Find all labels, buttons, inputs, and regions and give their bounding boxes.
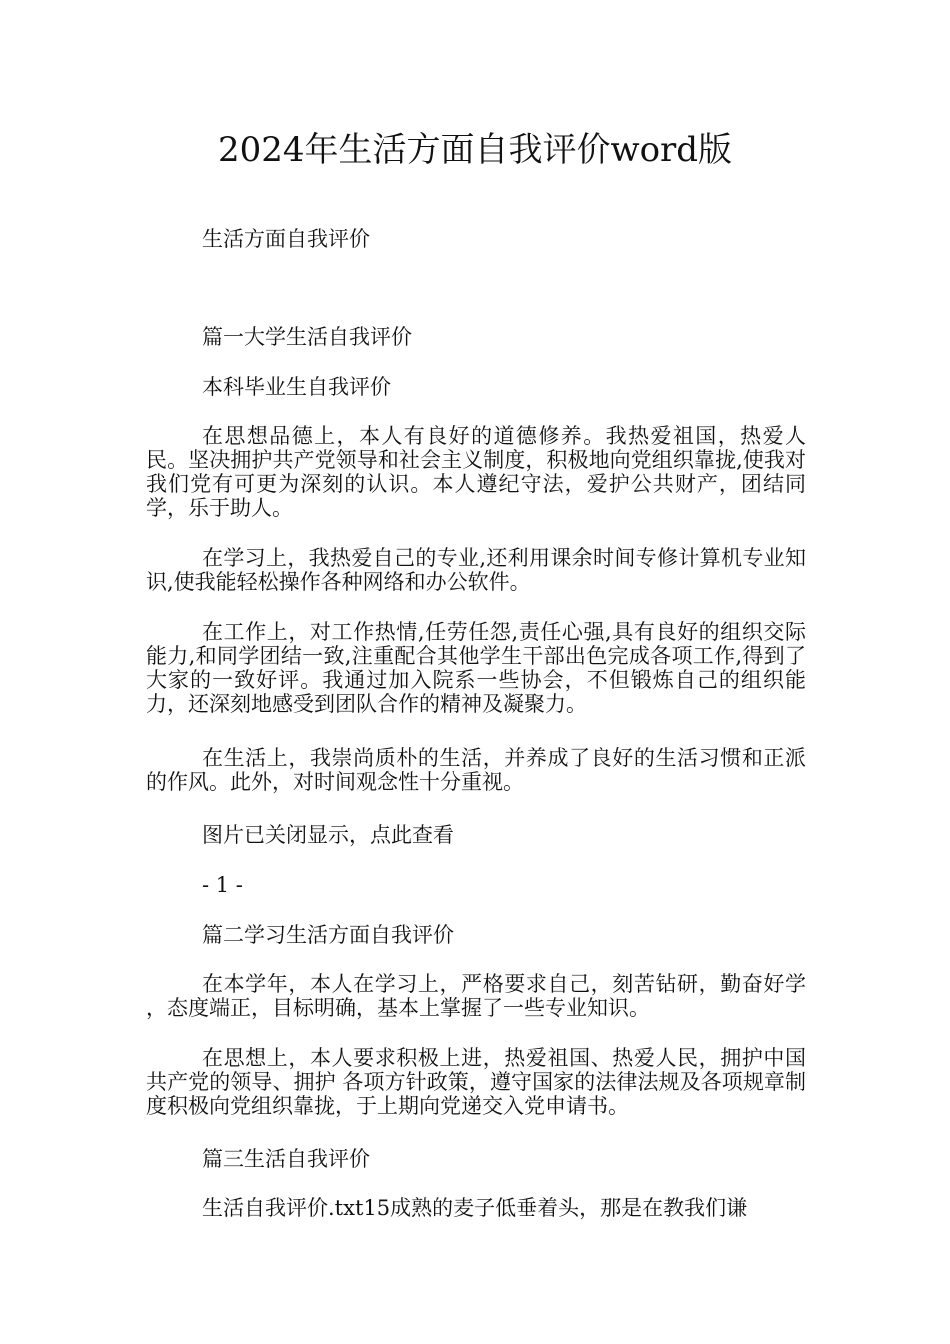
section1-paragraph-4: 在生活上，我崇尚质朴的生活，并养成了良好的生活习惯和正派的作风。此外，对时间观念性十分重视。 bbox=[146, 746, 806, 794]
page-number: - 1 - bbox=[202, 873, 243, 897]
section1-paragraph-3: 在工作上，对工作热情,任劳任怨,责任心强,具有良好的组织交际能力,和同学团结一致,注重配合其他学生干部出色完成各项工作,得到了大家的一致好评。我通过加入院系一些协会，不但锻炼自己的组织能力，还深刻地感受到团队合作的精神及凝聚力。 bbox=[146, 620, 806, 716]
image-placeholder-link[interactable]: 图片已关闭显示，点此查看 bbox=[202, 823, 454, 847]
section1-subheading: 本科毕业生自我评价 bbox=[202, 375, 391, 399]
section1-paragraph-2: 在学习上，我热爱自己的专业,还利用课余时间专修计算机专业知识,使我能轻松操作各种网络和办公软件。 bbox=[146, 546, 806, 594]
section1-paragraph-1: 在思想品德上，本人有良好的道德修养。我热爱祖国，热爱人民。坚决拥护共产党领导和社会主义制度，积极地向党组织靠拢,使我对我们党有可更为深刻的认识。本人遵纪守法，爱护公共财产，团结同学，乐于助人。 bbox=[146, 424, 806, 520]
section2-heading: 篇二学习生活方面自我评价 bbox=[202, 923, 454, 947]
document-subtitle: 生活方面自我评价 bbox=[202, 227, 370, 251]
section3-heading: 篇三生活自我评价 bbox=[202, 1147, 370, 1171]
section2-paragraph-1: 在本学年，本人在学习上，严格要求自己，刻苦钻研，勤奋好学 ，态度端正，目标明确，基本上掌握了一些专业知识。 bbox=[146, 972, 806, 1020]
section3-paragraph: 生活自我评价.txt15成熟的麦子低垂着头，那是在教我们谦 bbox=[202, 1196, 748, 1220]
document-title: 2024年生活方面自我评价word版 bbox=[217, 130, 733, 170]
section1-heading: 篇一大学生活自我评价 bbox=[202, 325, 412, 349]
section2-paragraph-2: 在思想上，本人要求积极上进，热爱祖国、热爱人民，拥护中国共产党的领导、拥护 各项方针政策，遵守国家的法律法规及各项规章制度积极向党组织靠拢，于上期向党递交入党申请书。 bbox=[146, 1046, 806, 1118]
